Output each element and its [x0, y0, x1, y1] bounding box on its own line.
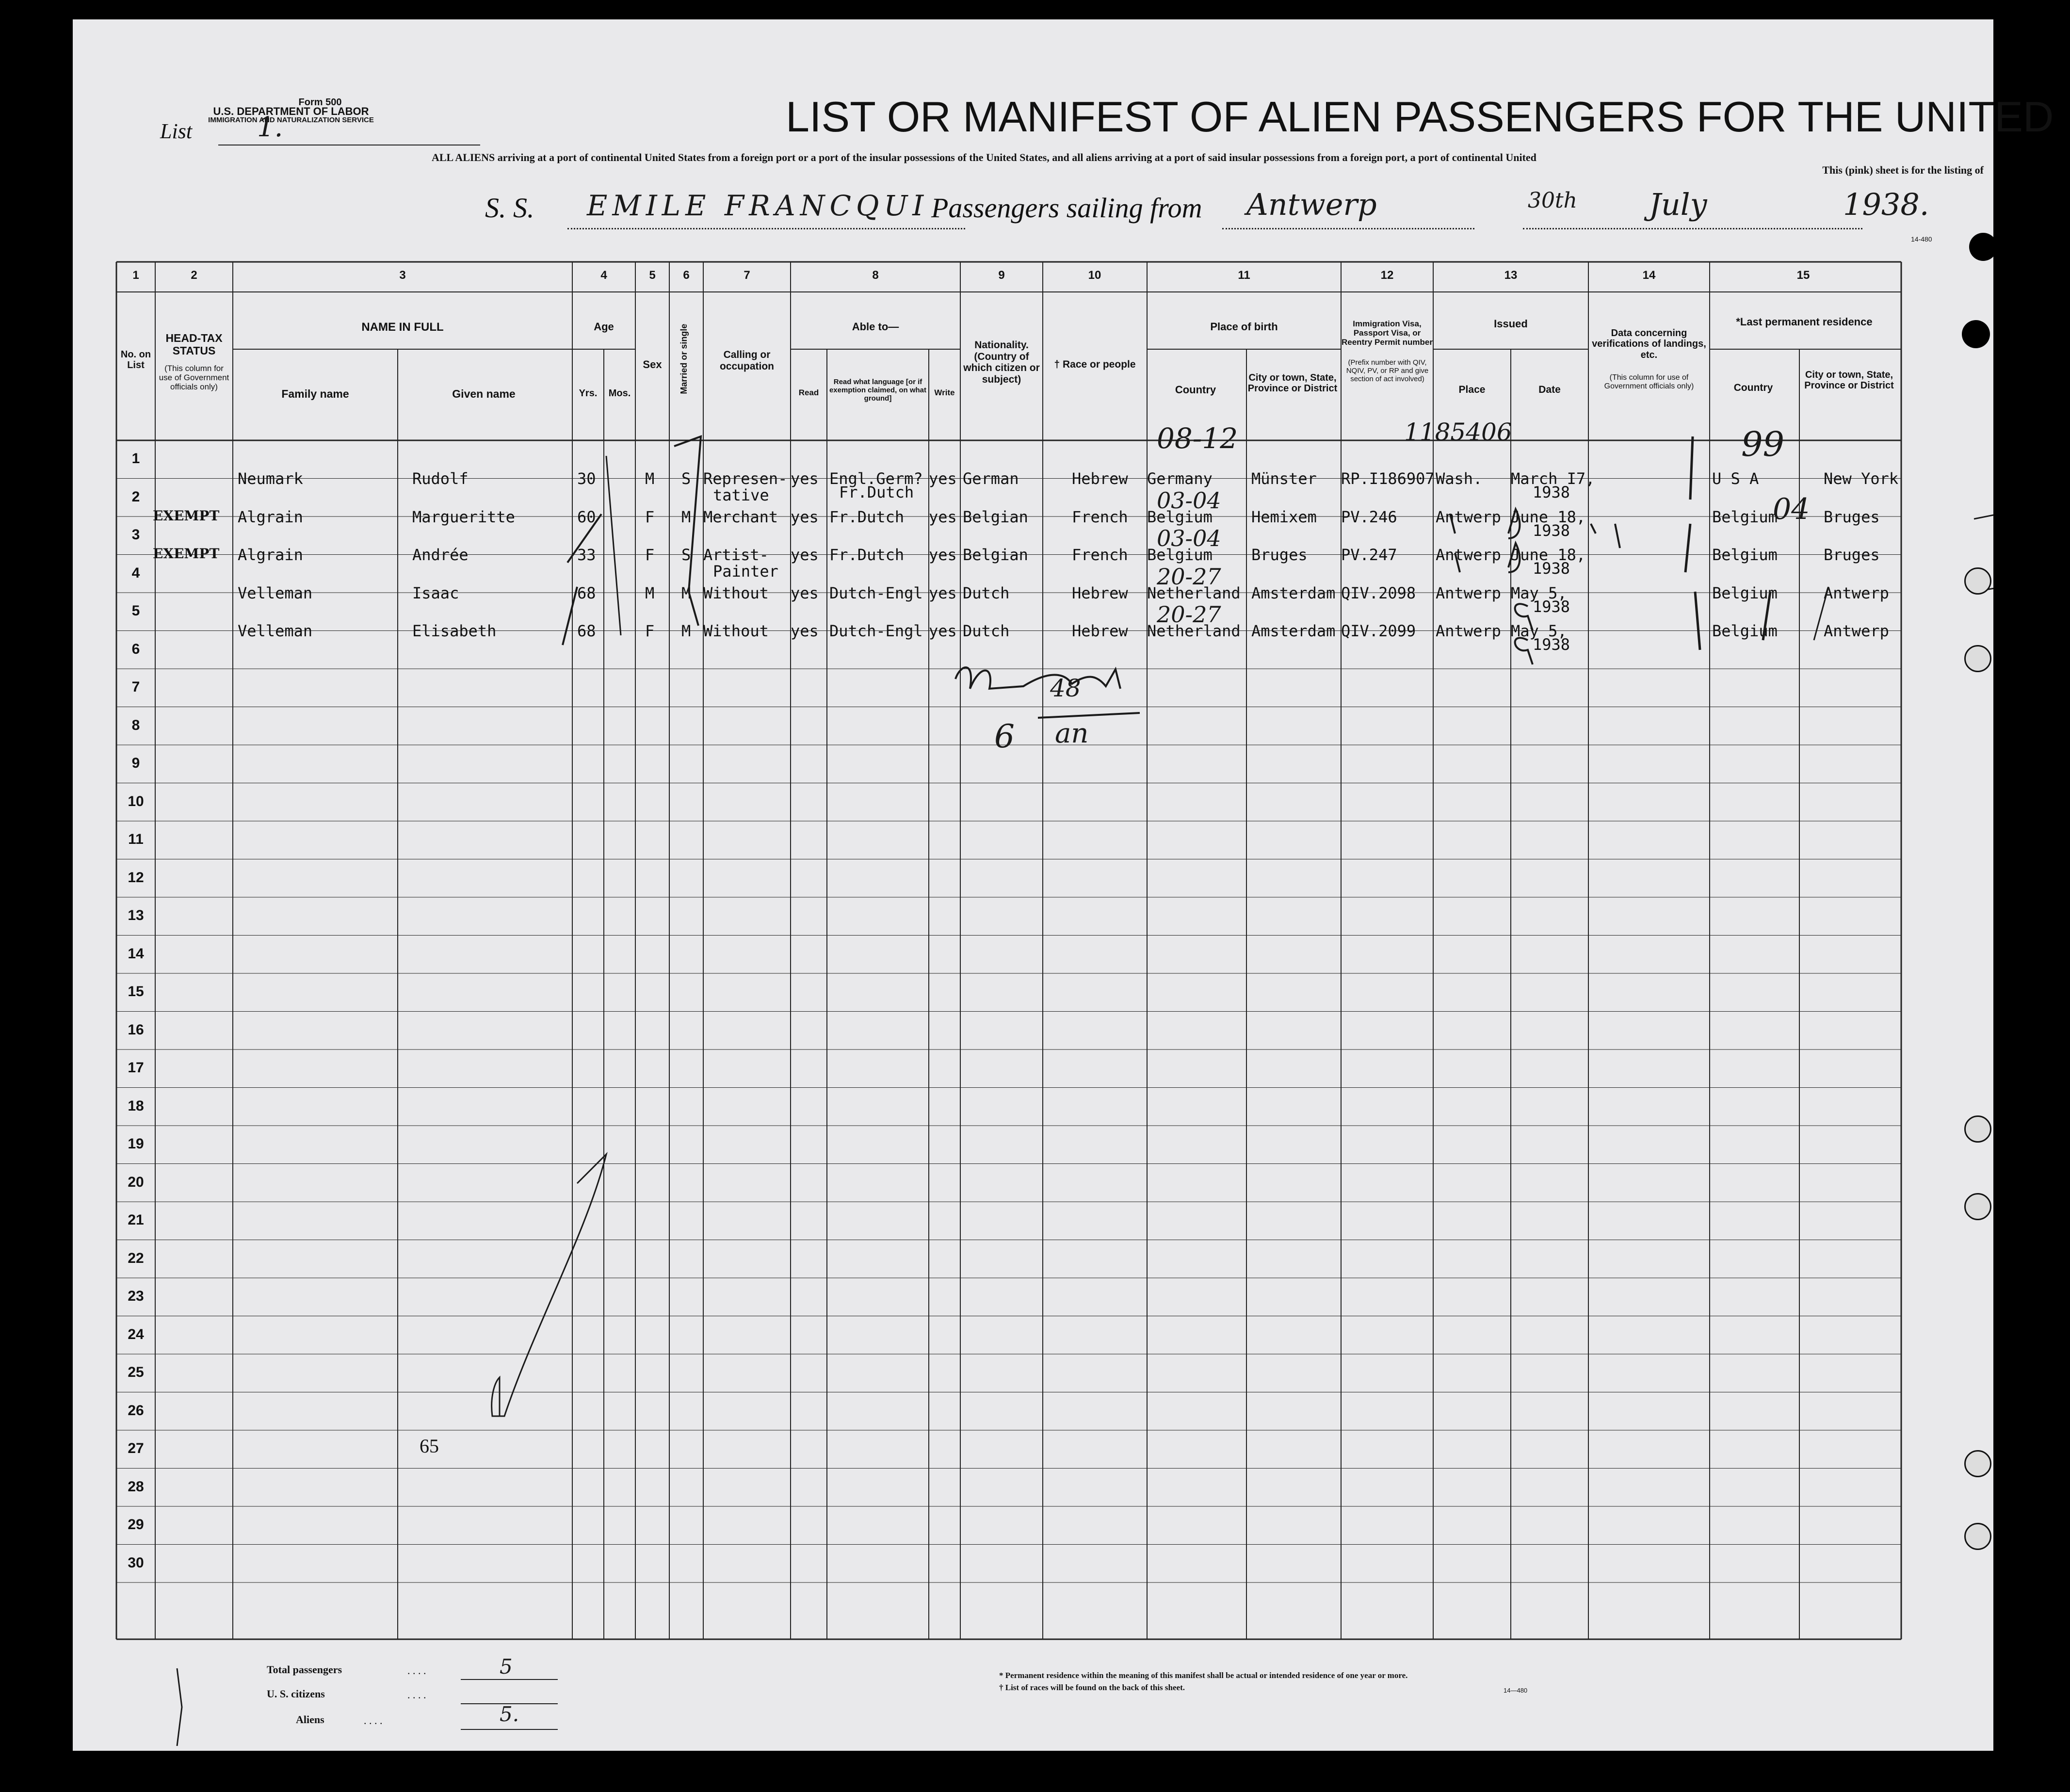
issued-place: Antwerp	[1436, 583, 1501, 602]
column-number: 3	[399, 269, 406, 282]
read-language: Dutch-Engl	[829, 622, 923, 640]
line-number: 6	[131, 641, 140, 657]
issued-date: March I7,	[1511, 469, 1595, 488]
birth-code-annotation: 20-27	[1157, 601, 1221, 628]
line-number: 1	[131, 451, 140, 467]
line-number: 21	[128, 1212, 144, 1228]
fraction-top: 48	[1050, 674, 1081, 702]
issued-place: Antwerp	[1436, 507, 1501, 526]
birth-code-annotation: 20-27	[1157, 563, 1221, 590]
issued-year: 1938	[1533, 559, 1570, 578]
column-number: 7	[744, 269, 750, 282]
header-age: Age	[594, 321, 614, 333]
residence-city: Bruges	[1824, 546, 1880, 564]
birth-code-annotation: 03-04	[1157, 487, 1221, 514]
total-dots-2: . . . .	[407, 1689, 426, 1701]
column-number: 12	[1380, 269, 1394, 282]
issued-mark-4	[1515, 638, 1533, 664]
issued-date: June 18,	[1511, 546, 1586, 564]
head-tax-status: EXEMPT	[153, 507, 220, 524]
binder-hole	[1969, 233, 1997, 261]
subtitle-line-1: ALL ALIENS arriving at a port of continental United States from a foreign port or a port of the insular possessions of the United States, and all aliens arriving at a port of said insular possessions from a foreign port, a port of continental United	[432, 151, 1536, 163]
header-birth-city: City or town, State, Province or District	[1247, 372, 1338, 394]
header-visa-note: (Prefix number with QIV, NQIV, PV, or RP and give section of act involved)	[1346, 358, 1429, 383]
family-name: Algrain	[238, 507, 303, 526]
sailing-label: Passengers sailing from	[931, 192, 1202, 224]
header-visa: Immigration Visa, Passport Visa, or Reentry Permit number	[1342, 319, 1433, 347]
issued-year: 1938	[1533, 597, 1570, 616]
fraction-bar	[1038, 713, 1140, 718]
can-read: yes	[791, 469, 819, 488]
residence-mark	[1763, 592, 1770, 640]
header-read-language: Read what language [or if exemption claimed, on what ground]	[829, 378, 927, 403]
column-number: 6	[683, 269, 690, 282]
total-dots-1: . . . .	[407, 1664, 426, 1677]
footnote-races: † List of races will be found on the back of this sheet.	[999, 1683, 1185, 1692]
line-number: 22	[128, 1250, 144, 1266]
tally-mark-age	[606, 456, 621, 635]
line-number: 29	[128, 1517, 144, 1533]
corner-code: 14-480	[1911, 235, 1932, 243]
binder-hole	[1964, 1523, 1991, 1550]
birth-city: Amsterdam	[1251, 622, 1336, 640]
age-years: 30	[577, 469, 596, 488]
large-check-mark	[492, 1154, 606, 1416]
race: French	[1072, 507, 1128, 526]
total-passengers-label: Total passengers	[267, 1663, 342, 1676]
sex: M	[645, 469, 655, 488]
binder-hole	[1964, 567, 1991, 595]
column-number: 9	[998, 269, 1005, 282]
marital-status: S	[681, 469, 691, 488]
age-years: 68	[577, 583, 596, 602]
footnote-code: 14—480	[1504, 1687, 1528, 1694]
issued-mark-1	[1508, 509, 1520, 538]
service-name: IMMIGRATION AND NATURALIZATION SERVICE	[208, 116, 374, 124]
occupation: Artist-	[703, 546, 769, 564]
line-number: 16	[128, 1021, 144, 1038]
birth-code-annotation: 03-04	[1157, 525, 1221, 551]
occupation: Merchant	[703, 507, 778, 526]
given-name: Rudolf	[412, 469, 469, 488]
line-number: 3	[131, 527, 140, 543]
header-able-to: Able to—	[852, 321, 899, 333]
visa-number: PV.246	[1341, 507, 1397, 526]
line-number: 12	[128, 869, 144, 886]
issued-place: Wash.	[1436, 469, 1483, 488]
birth-city: Münster	[1251, 469, 1317, 488]
binder-hole	[1964, 645, 1991, 672]
line-number: 23	[128, 1288, 144, 1305]
header-read: Read	[798, 388, 819, 397]
list-value: 1.	[257, 112, 283, 143]
family-name: Neumark	[238, 469, 303, 488]
binder-hole	[1964, 1450, 1991, 1477]
line-number: 25	[128, 1364, 144, 1381]
sex: F	[645, 546, 655, 564]
signature	[955, 667, 1120, 689]
given-name: Margueritte	[412, 507, 515, 526]
header-sex: Sex	[643, 358, 662, 371]
header-calling: Calling or occupation	[719, 349, 774, 372]
birth-country: Netherland	[1147, 583, 1241, 602]
binder-hole	[1962, 320, 1990, 348]
can-read: yes	[791, 507, 819, 526]
landing-marks	[1685, 436, 1700, 650]
check-mark-2	[563, 587, 577, 645]
line-number: 5	[131, 603, 140, 619]
header-yrs: Yrs.	[579, 388, 598, 399]
check-mark-1	[567, 514, 601, 563]
tally-mark-sex	[674, 436, 701, 626]
nationality: Belgian	[963, 546, 1028, 564]
marital-status: M	[681, 622, 691, 640]
header-landings: Data concerning verifications of landings, etc.	[1592, 328, 1706, 360]
list-label: List	[160, 119, 193, 143]
occupation: Without	[703, 622, 769, 640]
binder-hole	[1964, 1193, 1991, 1220]
residence-city: Antwerp	[1824, 583, 1889, 602]
fraction-bottom: an	[1055, 718, 1089, 749]
head-tax-status: EXEMPT	[153, 546, 220, 562]
issued-year: 1938	[1533, 521, 1570, 540]
ss-label: S. S.	[485, 192, 534, 224]
header-family-name: Family name	[281, 387, 349, 400]
family-name: Velleman	[238, 583, 313, 602]
header-res-country: Country	[1733, 382, 1773, 393]
annotation-residence-99: 99	[1741, 424, 1785, 464]
sailing-month: July	[1649, 187, 1707, 222]
header-head-tax-note: (This column for use of Government officials only)	[159, 364, 229, 392]
ship-name: EMILE FRANCQUI	[587, 189, 929, 222]
read-language: Dutch-Engl	[829, 583, 923, 602]
line-number: 9	[131, 755, 140, 772]
residence-city: New York	[1824, 469, 1899, 488]
read-language: Engl.Germ?	[829, 469, 923, 488]
line-number: 20	[128, 1174, 144, 1190]
header-race: † Race or people	[1054, 359, 1136, 370]
birth-city: Bruges	[1251, 546, 1308, 564]
visa-fraction-marks	[1450, 514, 1460, 572]
us-citizens-label: U. S. citizens	[267, 1688, 325, 1700]
birth-country: Belgium	[1147, 507, 1213, 526]
occupation-cont: Painter	[713, 562, 778, 581]
given-name: Isaac	[412, 583, 459, 602]
header-res-city: City or town, State, Province or District	[1804, 370, 1894, 391]
can-read: yes	[791, 546, 819, 564]
aliens-label: Aliens	[296, 1713, 324, 1726]
annotation-visa-number: 1185406	[1404, 418, 1512, 446]
column-number: 10	[1088, 269, 1101, 282]
line-number: 11	[128, 831, 144, 848]
occupation: Without	[703, 583, 769, 602]
line-number: 28	[128, 1478, 144, 1495]
column-number: 4	[600, 269, 607, 282]
residence-mark-2	[1814, 587, 1828, 640]
visa-number: PV.247	[1341, 546, 1397, 564]
line-number: 15	[128, 984, 144, 1000]
sailing-year: 1938.	[1843, 187, 1929, 222]
marital-status: M	[681, 583, 691, 602]
residence-country: U S A	[1712, 469, 1759, 488]
stamp-number: 65	[420, 1435, 439, 1457]
header-place-of-birth: Place of birth	[1210, 321, 1278, 333]
total-line-3	[461, 1729, 558, 1730]
header-name-in-full: NAME IN FULL	[361, 321, 444, 334]
issued-date: May 5,	[1511, 583, 1567, 602]
line-number: 24	[128, 1326, 144, 1342]
issued-year: 1938	[1533, 483, 1570, 501]
handwriting-marks	[73, 19, 1993, 1751]
fraction-number: 6	[994, 718, 1015, 755]
can-read: yes	[791, 583, 819, 602]
column-number: 11	[1238, 269, 1250, 282]
line-number: 27	[128, 1440, 144, 1457]
can-write: yes	[929, 546, 957, 564]
line-number: 13	[128, 907, 144, 924]
header-last-residence: *Last permanent residence	[1736, 316, 1873, 328]
form-number: Form 500	[298, 97, 342, 108]
race: Hebrew	[1072, 469, 1128, 488]
aliens-value: 5.	[500, 1702, 519, 1726]
department-name: U.S. DEPARTMENT OF LABOR	[213, 105, 369, 117]
age-years: 68	[577, 622, 596, 640]
subtitle-line-2: This (pink) sheet is for the listing of	[1822, 164, 1984, 176]
binder-hole	[1964, 1115, 1991, 1143]
header-issued-date: Date	[1538, 384, 1561, 395]
birth-city: Amsterdam	[1251, 583, 1336, 602]
footnote-residence: * Permanent residence within the meaning of this manifest shall be actual or intended residence of one year or more.	[999, 1671, 1408, 1680]
given-name: Elisabeth	[412, 622, 497, 640]
column-number: 15	[1796, 269, 1810, 282]
nationality: Dutch	[963, 622, 1010, 640]
header-birth-country: Country	[1175, 384, 1216, 396]
header-married: Married or single	[679, 323, 689, 394]
age-years: 60	[577, 507, 596, 526]
header-issued: Issued	[1494, 318, 1528, 330]
issued-date: June 18,	[1511, 507, 1586, 526]
nationality: German	[963, 469, 1019, 488]
manifest-title: LIST OR MANIFEST OF ALIEN PASSENGERS FOR THE UNITED	[786, 93, 2054, 141]
line-number: 19	[128, 1136, 144, 1152]
family-name: Velleman	[238, 622, 313, 640]
visa-number: QIV.2099	[1341, 622, 1416, 640]
header-mos: Mos.	[608, 388, 631, 399]
header-nationality: Nationality. (Country of which citizen or subject)	[963, 339, 1040, 385]
visa-number: QIV.2098	[1341, 583, 1416, 602]
family-name: Algrain	[238, 546, 303, 564]
line-number: 14	[128, 945, 144, 962]
can-write: yes	[929, 507, 957, 526]
visa-number: RP.I186907	[1341, 469, 1435, 488]
residence-city: Antwerp	[1824, 622, 1889, 640]
residence-city: Bruges	[1824, 507, 1880, 526]
line-number: 18	[128, 1098, 144, 1114]
race: French	[1072, 546, 1128, 564]
port-name: Antwerp	[1246, 187, 1377, 222]
can-read: yes	[791, 622, 819, 640]
column-number: 13	[1504, 269, 1518, 282]
header-head-tax: HEAD-TAX STATUS	[165, 332, 223, 357]
line-number: 8	[131, 717, 140, 733]
header-no-on-list: No. on List	[120, 349, 151, 371]
annotation-residence-04: 04	[1773, 492, 1810, 526]
can-write: yes	[929, 469, 957, 488]
line-number: 10	[128, 793, 144, 809]
sex: F	[645, 507, 655, 526]
header-given-name: Given name	[452, 387, 516, 400]
residence-country: Belgium	[1712, 583, 1778, 602]
header-issued-place: Place	[1458, 384, 1486, 395]
header-landings-note: (This column for use of Government officials only)	[1604, 373, 1694, 390]
nationality: Belgian	[963, 507, 1028, 526]
can-write: yes	[929, 622, 957, 640]
occupation-cont: tative	[713, 486, 769, 504]
column-number: 5	[649, 269, 656, 282]
total-passengers-value: 5	[500, 1655, 513, 1679]
residence-country: Belgium	[1712, 622, 1778, 640]
column-number: 2	[191, 269, 197, 282]
line-number: 7	[131, 679, 140, 695]
line-number: 30	[128, 1554, 144, 1571]
sailing-day: 30th	[1528, 188, 1578, 213]
issued-date: May 5,	[1511, 622, 1567, 640]
issued-place: Antwerp	[1436, 546, 1501, 564]
birth-city: Hemixem	[1251, 507, 1317, 526]
race: Hebrew	[1072, 622, 1128, 640]
total-line-1	[461, 1679, 558, 1680]
total-dots-3: . . . .	[364, 1714, 383, 1727]
read-language-cont: Fr.Dutch	[839, 483, 914, 501]
residence-country: Belgium	[1712, 507, 1778, 526]
landing-ticks	[1591, 524, 1620, 548]
read-language: Fr.Dutch	[829, 507, 905, 526]
sex: F	[645, 622, 655, 640]
column-number: 1	[132, 269, 139, 282]
issued-mark-2	[1508, 543, 1520, 572]
residence-country: Belgium	[1712, 546, 1778, 564]
sex: M	[645, 583, 655, 602]
column-number: 8	[872, 269, 879, 282]
occupation: Represen-	[703, 469, 788, 488]
read-language: Fr.Dutch	[829, 546, 905, 564]
marital-status: S	[681, 546, 691, 564]
issued-mark-3	[1515, 604, 1533, 630]
line-number: 4	[131, 565, 140, 581]
line-number: 2	[131, 488, 140, 505]
header-write: Write	[934, 388, 955, 397]
issued-place: Antwerp	[1436, 622, 1501, 640]
annotation-birth-code: 08-12	[1157, 422, 1238, 455]
birth-country: Netherland	[1147, 622, 1241, 640]
nationality: Dutch	[963, 583, 1010, 602]
manifest-sheet	[73, 19, 2054, 1751]
can-write: yes	[929, 583, 957, 602]
marital-status: M	[681, 507, 691, 526]
age-years: 33	[577, 546, 596, 564]
line-number: 17	[128, 1060, 144, 1076]
birth-country: Germany	[1147, 469, 1213, 488]
margin-stroke	[177, 1668, 182, 1746]
column-number: 14	[1642, 269, 1656, 282]
given-name: Andrée	[412, 546, 469, 564]
issued-year: 1938	[1533, 635, 1570, 654]
line-number: 26	[128, 1402, 144, 1419]
race: Hebrew	[1072, 583, 1128, 602]
birth-country: Belgium	[1147, 546, 1213, 564]
